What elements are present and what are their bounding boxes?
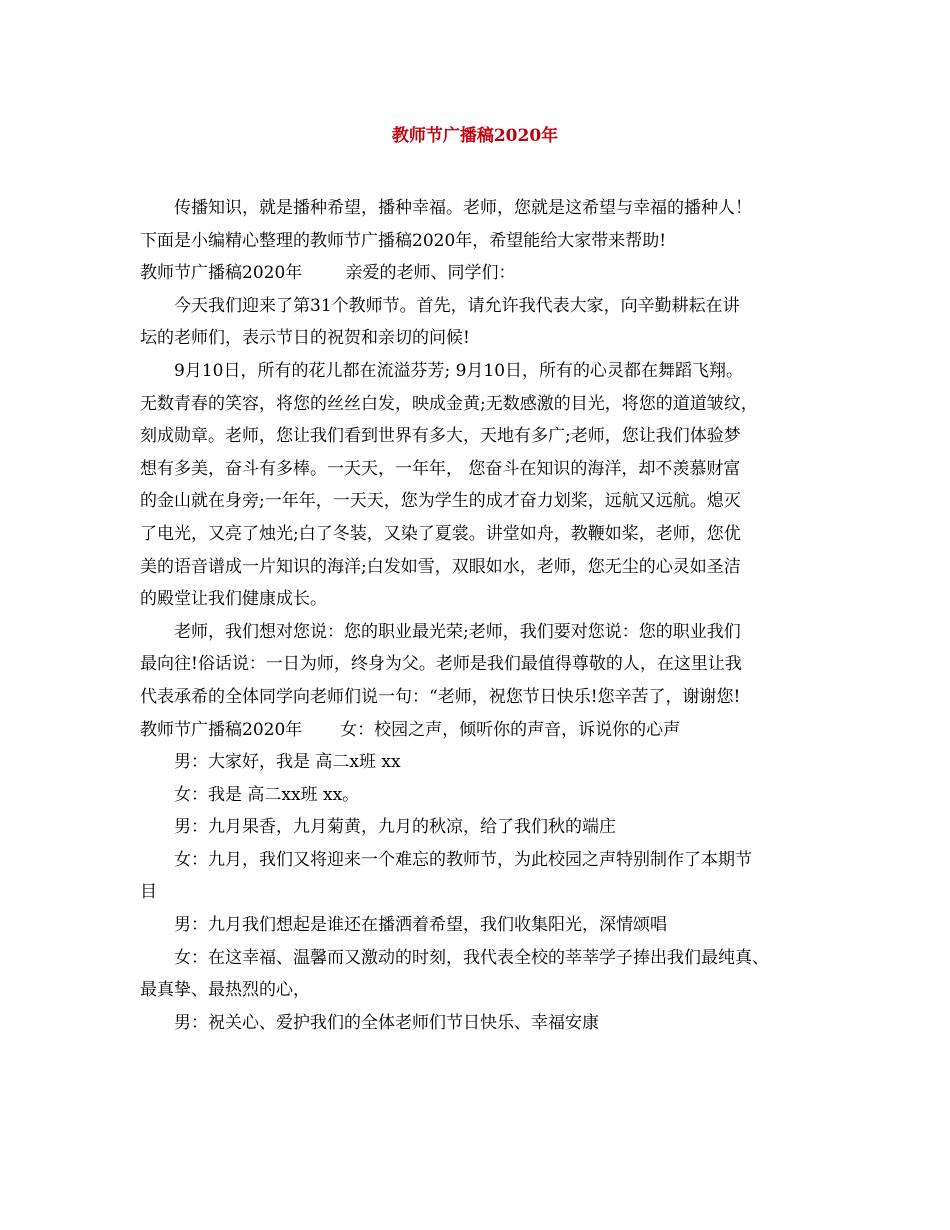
text-line: 最真挚、最热烈的心， bbox=[140, 980, 310, 1001]
text-line: 女：我是 高二xx班 xx。 bbox=[174, 784, 360, 805]
text-line: 老师，我们想对您说：您的职业最光荣;老师，我们要对您说：您的职业我们 bbox=[174, 621, 741, 642]
text-line: 今天我们迎来了第31个教师节。首先，请允许我代表大家，向辛勤耕耘在讲 bbox=[174, 295, 740, 316]
text-line: 男：九月果香，九月菊黄，九月的秋凉，给了我们秋的端庄 bbox=[174, 817, 616, 838]
text-line: 刻成勋章。老师，您让我们看到世界有多大，天地有多广;老师，您让我们体验梦 bbox=[140, 426, 741, 447]
text-line: 女：在这幸福、温馨而又激动的时刻，我代表全校的莘莘学子捧出我们最纯真、 bbox=[174, 947, 769, 968]
text-line: 下面是小编精心整理的教师节广播稿2020年，希望能给大家带来帮助! bbox=[140, 230, 667, 251]
text-line: 男：祝关心、爱护我们的全体老师们节日快乐、幸福安康 bbox=[174, 1012, 599, 1033]
text-line: 无数青春的笑容，将您的丝丝白发，映成金黄;无数感激的目光，将您的道道皱纹， bbox=[140, 393, 758, 414]
text-line: 女：九月，我们又将迎来一个难忘的教师节，为此校园之声特别制作了本期节 bbox=[174, 849, 752, 870]
text-line: 最向往!俗话说：一日为师，终身为父。老师是我们最值得尊敬的人，在这里让我 bbox=[140, 654, 742, 675]
text-line: 的金山就在身旁;一年年，一天天，您为学生的成才奋力划桨，远航又远航。熄灭 bbox=[140, 491, 741, 512]
text-line: 9月10日，所有的花儿都在流溢芬芳; 9月10日，所有的心灵都在舞蹈飞翔。 bbox=[174, 360, 744, 381]
text-line: 的殿堂让我们健康成长。 bbox=[140, 589, 327, 610]
text-line: 想有多美，奋斗有多棒。一天天，一年年， 您奋斗在知识的海洋，却不羡慕财富 bbox=[140, 458, 741, 479]
text-line: 传播知识，就是播种希望，播种幸福。老师，您就是这希望与幸福的播种人！ bbox=[174, 198, 752, 218]
text-line: 教师节广播稿2020年 亲爱的老师、同学们： bbox=[140, 263, 516, 284]
text-line: 美的语音谱成一片知识的海洋;白发如雪，双眼如水，老师，您无尘的心灵如圣洁 bbox=[140, 556, 741, 577]
text-line: 男：九月我们想起是谁还在播洒着希望，我们收集阳光，深情颂唱 bbox=[174, 915, 667, 936]
text-line: 了电光，又亮了烛光;白了冬装，又染了夏裳。讲堂如舟，教鞭如桨，老师，您优 bbox=[140, 523, 741, 544]
text-line: 目 bbox=[140, 882, 157, 903]
text-line: 男：大家好，我是 高二x班 xx bbox=[174, 752, 401, 773]
text-line: 代表承希的全体同学向老师们说一句：“老师，祝您节日快乐!您辛苦了，谢谢您! bbox=[140, 686, 741, 707]
text-line: 教师节广播稿2020年 女：校园之声，倾听你的声音，诉说你的心声 bbox=[140, 719, 681, 740]
text-line: 坛的老师们，表示节日的祝贺和亲切的问候! bbox=[140, 328, 470, 349]
document-title: 教师节广播稿2020年 bbox=[391, 126, 559, 146]
document-body bbox=[140, 192, 820, 1039]
